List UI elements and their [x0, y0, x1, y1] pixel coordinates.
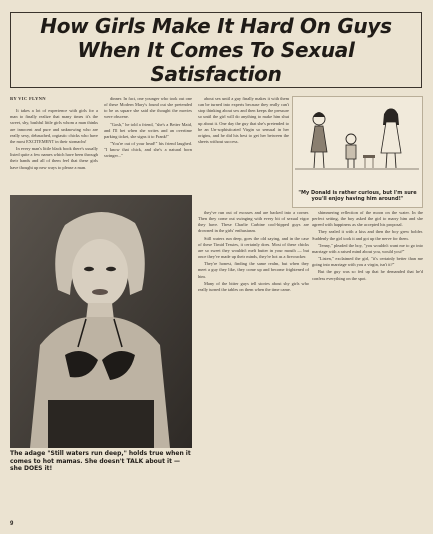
- col5-paragraph: But the guy was so fed up that he demanded that he'd confess everything on the spot.: [312, 269, 423, 281]
- woman-photo: [10, 195, 192, 448]
- col2-paragraph: dinner. In fact, one younger who took out one of these Modern Mary's found out she pretended to be as square she said she thought the movies were obscene.: [104, 96, 192, 120]
- photo-caption: The adage "Still waters run deep," holds true when it comes to hot mamas. She doesn't TALK about it — she DOES it!: [10, 450, 191, 472]
- col5-paragraph: shimmering reflection of the moon on the water. In the perfect setting, the boy asked the girl to marry him and she agreed with happiness as she accepted his proposal.: [312, 210, 423, 228]
- col4-paragraph: they've run out of excuses and are backed into a corner. Then they come out swinging with every bit of sexual vigor they have. These Charlie Carbine cool-hipped guys are drowned in the girls' enthusiasm.: [198, 210, 309, 234]
- cartoon-illustration: [292, 96, 423, 208]
- cartoon-caption: "My Donald is rather curious, but I'm sure you'll enjoy having him around!": [298, 190, 417, 202]
- article-column-2: [104, 96, 192, 161]
- col4-paragraph: Still waters run deep, goes the old saying, and in the case of these Timid Tessies, it certainly does. Most of these chicks are so sweet they wouldn't melt butter in your mouth — but once they've made up their minds, they're hot as a firecracker.: [198, 235, 309, 260]
- col4-paragraph: They're honest, finding the same realm, but when they meet a guy they like, they come up and become frightened of him.: [198, 261, 309, 279]
- headline: How Girls Make It Hard On Guys When It Comes To Sexual Satisfaction: [40, 14, 392, 86]
- col5-paragraph: "Jenny," pleaded the boy, "you wouldn't want me to go into marriage with a raised mind about you, would you?": [312, 242, 423, 254]
- article-column-1: [10, 96, 98, 172]
- cartoon-drawing: [293, 97, 422, 177]
- page-number: 9: [10, 521, 14, 527]
- col5-paragraph: They sealed it with a kiss and then the boy grew bolder. Suddenly the girl took it and got up the nerve for them.: [312, 229, 423, 241]
- article-column-3: [198, 96, 289, 208]
- col2-paragraph: "Gosh," he told a friend, "she's a Better Maid, and I'll bet when she writes and an overtime parking ticket, she signs it to Frank!": [104, 121, 192, 139]
- col3-paragraph: about sex until a guy finally makes it with them can be turned into experts because they really can't stop thinking about sex and then keeps the pressure so until the girl will do anything to make him shut up about it. One day the guy that she's pretended to be an Un-sophisticated Virgin so sensual in her origins, and he did his best to get her between the sheets without success.: [198, 96, 289, 145]
- headline-box: [10, 12, 422, 88]
- col1-paragraph: It takes a lot of experience with girls for a man to finally realize that many times it's the sweet, shy, bashful little girls whom a man thinks are innocent and pure and unknowing who are really sexy, debauched, orgiastic chicks who have the most EXCITEMENT in their stomachs!: [10, 108, 98, 144]
- woman-portrait-image: [10, 195, 192, 448]
- col5-paragraph: "Listen," exclaimed the girl, "it's certainly better than me going into marriage with you a virgin, isn't it?": [312, 256, 423, 268]
- col4-paragraph: Many of the bitter guys tell stories about shy girls who really turned the tables on them when the time came.: [198, 280, 309, 292]
- article-column-5: [312, 210, 423, 528]
- article-column-4: [198, 210, 309, 528]
- col1-paragraph: In every man's little black book there's usually listed quite a few names which have been through their hands and all of them feel that these girls have thought up new ways to please a man.: [10, 146, 98, 170]
- col2-paragraph: "You're out of your head!" his friend laughed. "I know that chick, and she's a natural born swinger...": [104, 141, 192, 159]
- byline: BY VIC FLYNN: [10, 96, 46, 101]
